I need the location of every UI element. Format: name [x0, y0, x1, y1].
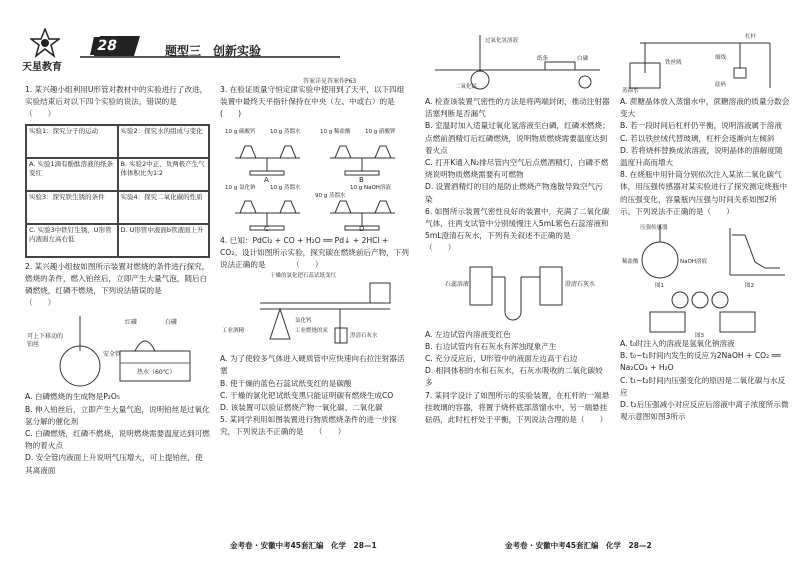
q2-option-a: A. 白磷燃烧的生成物是P₂O₅ [25, 392, 120, 402]
q1-box-6: 实验4：探究二氧化碳的性质 [118, 191, 210, 224]
q4-label-1: 干燥的氯化钯石蕊试纸变红 [270, 273, 337, 280]
q7-label-1: 杠杆 [745, 34, 757, 40]
q3-label-5: 10 g 氯化钠 [225, 184, 256, 191]
q4-label-2: 工业酒精 [222, 328, 245, 335]
u-tube-drawing [425, 257, 610, 329]
q3-label-d: D [359, 224, 365, 233]
footer-left: 金考卷 · 安徽中考45套汇编 化学 28—1 [230, 541, 377, 550]
q2-option-d: D. 安全管内液面上升说明气压增大，可上提铂丝，使其离液面 [25, 453, 203, 475]
q8-option-d: D. t₂后压强减小对应反应后溶液中离子浓度所示微观示意图如图3所示 [620, 400, 789, 422]
q1-box-1: 实验1：探究分子的运动 [26, 125, 118, 158]
question-8-figures [620, 220, 790, 338]
q1-box-7: C. 实验3中铁钉生锈，U形管内液面左高右低 [26, 224, 118, 257]
fig-label-red-p: 红磷 [125, 319, 138, 327]
column-3 [425, 96, 610, 428]
question-3-stem: 3. 在验证质量守恒定律实验中使用到了天平，以下四组装置中最终天平指针保持在中央（左、中或右）的是( ) [220, 85, 405, 119]
q5-option-c: C. 打开K通入N₂排尽管内空气后点燃酒精灯，白磷不燃烧说明物质燃烧需要有可燃物 [425, 158, 609, 180]
q2-option-c: C. 白磷燃烧，红磷不燃烧，说明燃烧需要温度达到可燃物的着火点 [25, 429, 210, 451]
q3-label-7: 10 g NaOH溶液 [350, 184, 391, 191]
q4-option-c: C. 干燥的氯化钯试纸变黑只能证明碳有燃烧生成CO [220, 390, 394, 400]
q4-option-a: A. 为了使较多气体进入硬质管中应快速向右拉注射器活塞 [220, 354, 405, 376]
q6-option-b: B. 右边试管内有石灰水有浑浊现象产生 [425, 341, 557, 351]
question-6-figure [425, 257, 610, 329]
tube-apparatus-drawing [220, 273, 410, 353]
q7-figure [620, 28, 790, 94]
q4-option-d: D. 该装置可以验证燃烧产物一氧化碳、二氧化碳 [220, 403, 383, 413]
q3-label-c: C [264, 224, 269, 233]
set-number-badge: 28 [90, 37, 124, 55]
q1-box-8: D. U形管中液面b管液面上升 [118, 224, 210, 257]
q7-label-4: 细线 [715, 55, 727, 61]
q3-label-1: 10 g 碳酸钙 [225, 128, 256, 135]
answer-reference: 答案详见答案作P63 [303, 78, 357, 85]
q7-option-d: D. 若将烧杯替换成浓溶液，说明晶体的溶解度随温度升高而增大 [620, 145, 783, 168]
question-8-stem: 8. 在烧瓶中用针筒分别依次注入某浓二氧化碳气体，用压强传感器对某实验进行了探究测定烧瓶中的压强变化，容量瓶内压强与时间关系如图2所示。下列说法不正确的是（ ） [620, 170, 788, 216]
q1-box-3: A. 实验1滴有酚酞溶液的纸条变红 [26, 158, 118, 191]
q6-label-2: 澄清石灰水 [565, 280, 596, 288]
q3-label-b: B [359, 175, 364, 184]
q5-label-1: 过氧化氢溶液 [485, 38, 519, 44]
q3-label-4: 10 g 硝酸钾 [365, 128, 396, 135]
fig-label-white-p: 白磷 [165, 319, 178, 327]
q6-label-1: 石蕊溶液 [445, 280, 470, 288]
q5-label-2: 二氧化锰 [455, 84, 478, 90]
question-4-stem: 4. 已知：PdCl₂ + CO + H₂O ══ Pd↓ + 2HCl + CO₂。设计如图所示实验，探究碳在燃烧前后产物，下列说法正确的是 （ ） [220, 235, 409, 270]
q7-option-c: C. 若以铁丝绒代替玻璃，杠杆会逐渐向左倾斜 [620, 133, 775, 143]
question-2-stem: 2. 某兴趣小组按如图所示装置对燃烧的条件进行探究，燃烧的条件，燃入铂丝后，立即产生大量气泡，随后白磷燃烧，红磷不燃烧，下列说法错误的是 （ ） [25, 261, 210, 308]
footer-right: 金考卷 · 安徽中考45套汇编 化学 28—2 [505, 541, 652, 550]
q5-label-3: 纸条 [537, 56, 549, 62]
pressure-apparatus-drawing [620, 220, 790, 338]
question-5-stem: 5. 某同学利用如图装置进行物质燃烧条件的进一步探究，下列说法不正确的是 （ ） [220, 415, 397, 437]
q7-label-5: 砝码 [715, 82, 727, 88]
section-title: 题型三 创新实验 [165, 44, 262, 58]
balance-setups-drawing [220, 123, 410, 235]
question-1-stem: 1. 某兴趣小组利用U形管对教材中的实验进行了改进，实验结束后对以下四个实验的说法，错误的是 （ ） [25, 85, 208, 119]
q4-label-3: 氯化钙 [295, 318, 312, 325]
column-4 [620, 96, 790, 423]
q5-option-d: D. 设置酒精灯的目的是防止燃烧产物逸散导致空气污染 [425, 182, 603, 204]
fig-label-hot-water: 热水（60℃） [137, 369, 176, 377]
q4-label-5: 澄清石灰水 [350, 333, 378, 340]
q6-option-d: D. 相同体积的水和石灰水，石灰水吸收的二氧化碳较多 [425, 366, 603, 388]
q7-option-b: B. 若一段时间后杠杆仍平衡，说明溶液属于溶液 [620, 121, 782, 131]
q1-box-2: 实验2：探究水的组成与变化 [118, 125, 210, 158]
q8-label-2: 稀盐酸 [622, 259, 639, 266]
star-logo-icon [30, 28, 60, 58]
q4-option-b: B. 使干燥的蓝色石蕊试纸变红的是碳酸 [220, 378, 352, 388]
column-1 [25, 84, 210, 477]
q3-label-2: 10 g 蒸馏水 [270, 128, 301, 135]
q2-option-b: B. 伸入铂丝后，立即产生大量气泡，说明铂丝是过氧化氢分解的催化剂 [25, 404, 210, 426]
q3-label-3: 10 g 稀盐酸 [320, 128, 351, 135]
q8-label-fig1: 图1 [655, 283, 664, 290]
q8-label-fig3: 图3 [695, 333, 704, 340]
question-6-stem: 6. 如图所示装置气密性良好的装置中，充满了二氧化碳气体，往两支试管中分别缓慢注入5mL紫色石蕊溶液和5mL澄清石灰水，下列有关叙述不正确的是 （ ） [425, 206, 610, 253]
question-1-figure-grid [25, 124, 210, 258]
q7-label-3: 铁丝绒 [665, 60, 682, 66]
q3-label-6: 10 g 蒸馏水 [270, 184, 301, 191]
question-3-figure [220, 123, 410, 235]
q7-option-a: A. 蔗糖晶体放入蒸馏水中，蔗糖溶液的质量分数会变大 [620, 97, 790, 119]
q1-box-5: 实验3：探究铁生锈的条件 [26, 191, 118, 224]
q8-option-a: A. t₀时注入的溶液是氢氧化钠溶液 [620, 339, 735, 349]
q7-label-2: 蒸馏水 [622, 88, 639, 94]
q8-option-c: C. t₁~t₂时间内压强变化的原因是二氧化碳与水反应 [620, 375, 786, 397]
brand-name: 天星教育 [22, 62, 62, 73]
q5-label-4: 白磷 [577, 56, 589, 62]
column-2 [220, 84, 410, 441]
q3-label-8: 90 g 蒸馏水 [315, 192, 346, 199]
q8-label-1: 压强传感器 [640, 225, 668, 232]
question-4-figure [220, 273, 410, 353]
q5-option-b: B. 室温时加入适量过氧化氢溶液至白磷，红磷未燃烧；点燃前酒精灯后红磷燃烧，说明物质燃烧需要温度达到着火点 [425, 121, 610, 155]
q8-label-fig2: 图2 [745, 283, 754, 290]
q8-option-b: B. t₀~t₁时间内发生的反应为2NaOH + CO₂ ══ Na₂CO₃ + H₂O [620, 351, 781, 373]
q6-option-c: C. 充分反应后，U形管中的液面左边高于右边 [425, 354, 578, 364]
q4-label-4: 工业燃烧的炭 [295, 328, 329, 335]
question-2-figure [25, 311, 210, 391]
q8-label-3: NaOH溶液 [680, 259, 707, 266]
q6-option-a: A. 左边试管内溶液变红色 [425, 329, 511, 339]
q1-box-4: B. 实验2中正、负两极产生气体体积比为1∶2 [118, 158, 210, 191]
fig-label-platinum: 可上下移动的铂丝 [27, 333, 64, 349]
q3-label-a: A [264, 175, 269, 184]
fig-label-safety-tube: 安全管 [103, 351, 122, 359]
question-7-stem: 7. 某同学设计了如图所示的实验装置，在杠杆的一端悬挂玻璃的容器，将置于烧杯底部蒸馏水中，另一端悬挂砝码，此时杠杆处于平衡，下列说法合理的是（ ） [425, 390, 610, 425]
q5-option-a: A. 检查该装置气密性的方法是将两端封闭，推动注射器活塞判断是否漏气 [425, 97, 610, 119]
q5-figure [425, 30, 610, 92]
lever-apparatus-drawing [620, 28, 790, 94]
